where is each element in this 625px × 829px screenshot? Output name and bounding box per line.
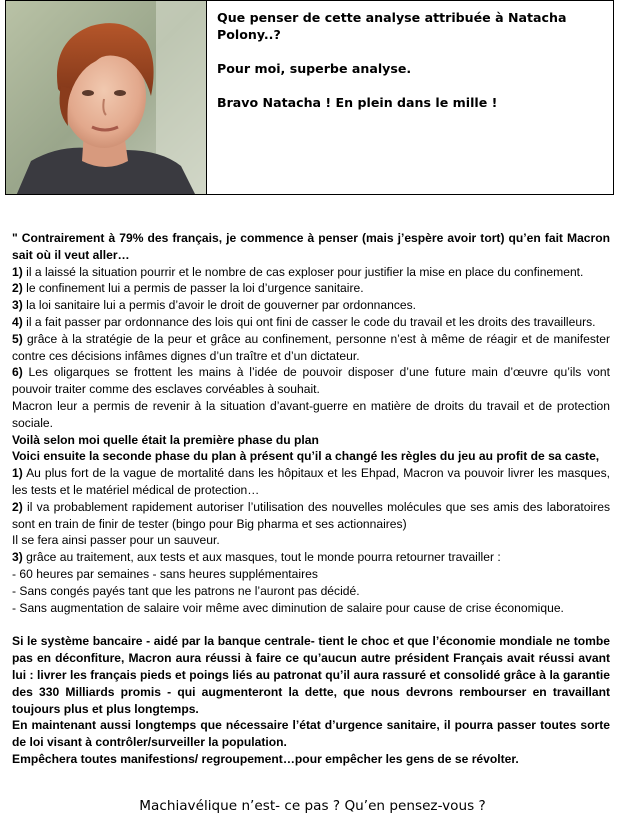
list-item: 3) grâce au traitement, aux tests et aux masques, tout le monde pourra retourner travailler : <box>12 550 501 565</box>
dash-item: - Sans congés payés tant que les patrons ne l’auront pas décidé. <box>12 583 360 598</box>
list-item: 1) Au plus fort de la vague de mortalité dans les hôpitaux et les Ehpad, Macron va pouvoir livrer les masques, les tests et le matériel médical de protection… <box>12 466 610 497</box>
list-item: 2) le confinement lui a permis de passer la loi d’urgence sanitaire. <box>12 281 364 296</box>
header-table <box>5 0 614 195</box>
list-item: 5) grâce à la stratégie de la peur et grâce au confinement, personne n’est à même de réagir et de manifester contre ces décisions infâmes dignes d’un traître et d’un dictateur. <box>12 331 610 363</box>
comment-opinion: Pour moi, superbe analyse. <box>217 61 412 76</box>
footer-question: Machiavélique n’est- ce pas ? Qu’en pensez-vous ? <box>139 798 486 814</box>
comment-question: Que penser de cette analyse attribuée à Natacha Polony..? <box>217 10 567 42</box>
phase-one-heading: Voilà selon moi quelle était la première phase du plan <box>12 432 319 447</box>
portrait-photo <box>6 1 207 194</box>
article-intro: " Contrairement à 79% des français, je commence à penser (mais j’espère avoir tort) qu’en fait Macron sait où il veut aller… <box>12 231 610 262</box>
portrait-illustration <box>6 1 206 194</box>
dash-item: - 60 heures par semaines - sans heures supplémentaires <box>12 566 318 581</box>
list-item: 1) il a laissé la situation pourrir et le nombre de cas exploser pour justifier la mise en place du confinement. <box>12 264 584 279</box>
article-body <box>12 230 610 768</box>
dash-item: - Sans augmentation de salaire voir même avec diminution de salaire pour cause de crise économique. <box>12 600 564 615</box>
paragraph: Macron leur a permis de revenir à la situation d’avant-guerre en matière de droits du travail et de protection sociale. <box>12 398 610 430</box>
conclusion-paragraph: Empêchera toutes manifestions/ regroupement…pour empêcher les gens de se révolter. <box>12 751 519 766</box>
list-item: 3) la loi sanitaire lui a permis d’avoir le droit de gouverner par ordonnances. <box>12 298 417 313</box>
paragraph: Il se fera ainsi passer pour un sauveur. <box>12 533 220 548</box>
conclusion-paragraph: Si le système bancaire - aidé par la banque centrale- tient le choc et que l’économie mondiale ne tombe pas en déconfiture, Macron aura réussi à faire ce qu’aucun autre président Français avait réussi avant lui : livrer les français pieds et poings liés au patronat qu’il aura rassuré et consolidé grâce à la garantie des 330 Milliards promis - qui augmenteront la dette, que nous devrons rembourser en travaillant toujours plus et plus longtemps. <box>12 634 610 716</box>
comment-cell <box>207 1 613 194</box>
list-item: 6) Les oligarques se frottent les mains à l’idée de pouvoir disposer d’une future main d’œuvre qu’ils vont pouvoir traiter comme des esclaves corvéables à souhait. <box>12 365 610 397</box>
list-item: 4) il a fait passer par ordonnance des lois qui ont fini de casser le code du travail et les droits des travailleurs. <box>12 314 596 329</box>
comment-bravo: Bravo Natacha ! En plein dans le mille ! <box>217 95 498 110</box>
conclusion-paragraph: En maintenant aussi longtemps que nécessaire l’état d’urgence sanitaire, il pourra passer toutes sorte de loi visant à contrôler/surveiller la population. <box>12 718 610 750</box>
phase-two-heading: Voici ensuite la seconde phase du plan à présent qu’il a changé les règles du jeu au profit de sa caste, <box>12 449 600 464</box>
list-item: 2) il va probablement rapidement autoriser l’utilisation des nouvelles molécules que ses amis des laboratoires sont en train de finir de tester (bingo pour Big pharma et ses actionnaires) <box>12 499 610 531</box>
